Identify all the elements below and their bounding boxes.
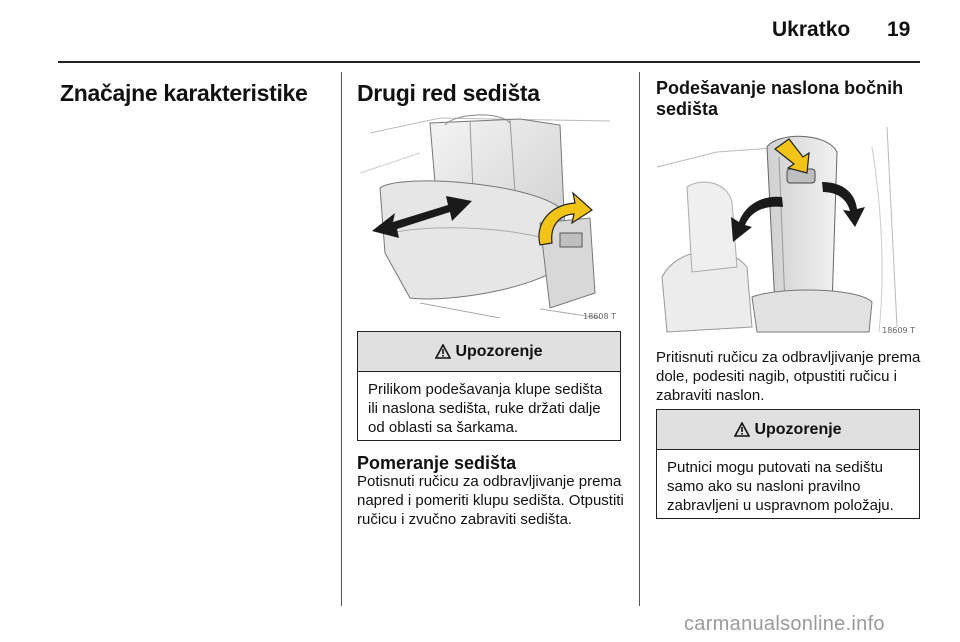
section-title: Značajne karakteristike [60, 80, 308, 106]
column-divider-left [341, 72, 342, 606]
warning-box-hinges [357, 331, 621, 441]
warning-text: Prilikom podešavanja klupe sedišta ili naslona sedišta, ruke držati dalje od oblasti sa šarkama. [368, 381, 603, 436]
second-row-seats-heading: Drugi red sedišta [357, 80, 540, 106]
warning-text: Putnici mogu putovati na sedištu samo ako su nasloni pravilno zabravljeni u uspravnom položaju. [667, 459, 894, 514]
warning-header [657, 410, 919, 450]
seat-slide-drawing [360, 113, 620, 323]
seat-slide-illustration [360, 113, 620, 323]
warning-triangle-icon [435, 344, 451, 359]
seat-moving-paragraph: Potisnuti ručicu za odbravljivanje prema napred i pomeriti klupu sedišta. Otpustiti ručicu i zvučno zabraviti sedišta. [357, 473, 624, 528]
warning-title: Upozorenje [455, 342, 543, 360]
side-seat-backrest-heading: Podešavanje naslona bočnih sedišta [656, 78, 904, 119]
page-number: 19 [887, 18, 911, 41]
backrest-adjust-illustration [657, 127, 919, 337]
warning-box-backrest [656, 409, 920, 519]
running-header-title: Ukratko [772, 18, 851, 41]
backrest-adjust-drawing [657, 127, 919, 337]
figure-id-seat-slide: 18608 T [583, 312, 616, 321]
backrest-adjust-paragraph: Pritisnuti ručicu za odbravljivanje prema dole, podesiti nagib, otpustiti ručicu i zabraviti naslon. [656, 349, 921, 404]
watermark: carmanualsonline.info [684, 613, 885, 635]
warning-triangle-icon [734, 422, 750, 437]
warning-header [358, 332, 620, 372]
warning-title: Upozorenje [754, 420, 842, 438]
seat-moving-subheading: Pomeranje sedišta [357, 453, 517, 473]
header-rule [58, 61, 920, 63]
column-divider-right [639, 72, 640, 606]
figure-id-backrest: 18609 T [882, 326, 915, 335]
